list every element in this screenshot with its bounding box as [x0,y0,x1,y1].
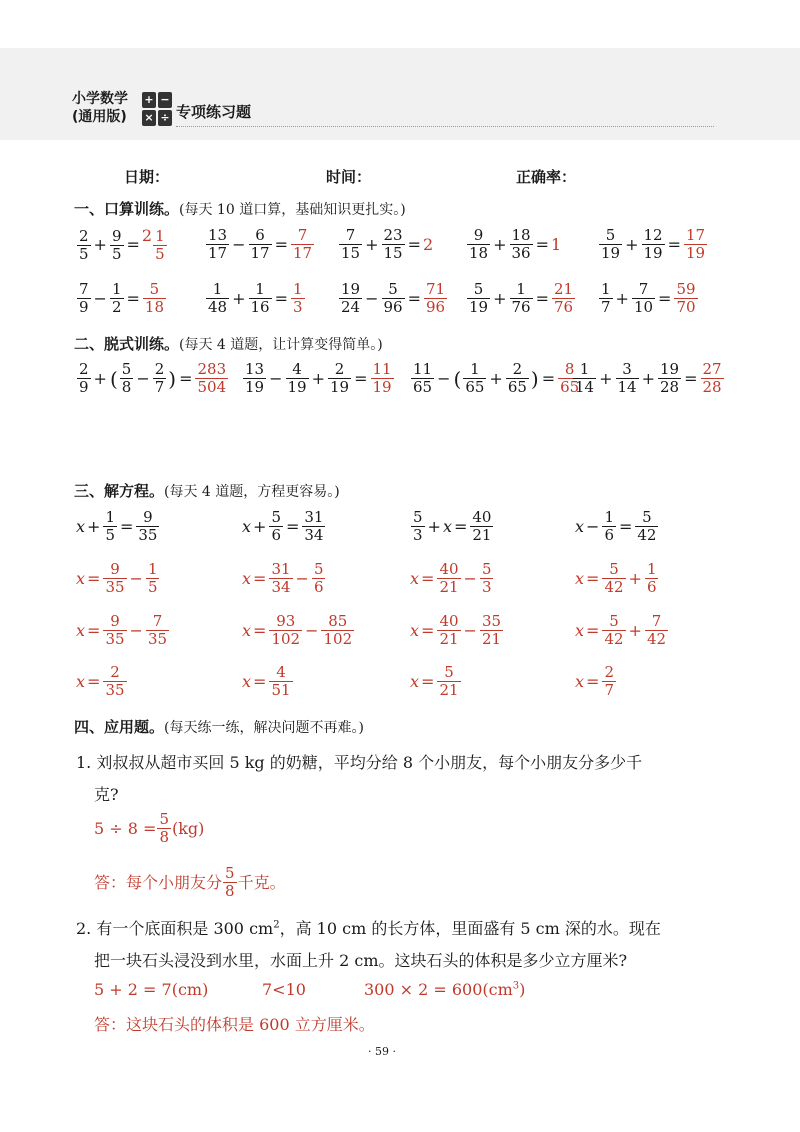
equation-q4-step1: x = $\frac{5}{42}$ + $\frac{1}{6}$ [575,560,657,596]
oral-q8-answer: $\frac{71}{96}$ [426,280,446,316]
section-title-text: 四、应用题。 [74,718,165,736]
section-oral-title [74,198,406,219]
oral-q6: 7 9 − $\frac{1}{2}$ = $\frac{5}{18}$ [79,280,164,316]
equation-q3: 5 3 + x = $\frac{40}{21}$ [413,508,492,544]
oral-q10: 1 7 + $\frac{7}{10}$ = $\frac{59}{70}$ [601,280,696,316]
equation-q1-step1: x = $\frac{9}{35}$ − $\frac{1}{5}$ [76,560,158,596]
equation-q3-step2: x = $\frac{40}{21}$ − $\frac{35}{21}$ [410,612,502,648]
equation-q3-result: x = $\frac{5}{21}$ [410,663,459,699]
brand-line1: 小学数学 [72,91,128,107]
equation-q2: x + $\frac{5}{6}$ = $\frac{31}{34}$ [242,508,324,544]
oral-q1-answer: 2 $\frac{1}{5}$ [141,226,165,263]
oral-q2-answer: $\frac{7}{17}$ [293,226,313,262]
oral-q3-answer: 2 [423,234,434,254]
problem2-answer: 答：这块石头的体积是 600 立方厘米。 [94,1015,375,1034]
problem1-text-line1: 1. 刘叔叔从超市买回 5 kg 的奶糖，平均分给 8 个小朋友，每个小朋友分多少千 [76,753,643,772]
section-stepwise-title [74,333,383,354]
accuracy-label: 正确率： [516,168,577,186]
problem2-calc1: 5 + 2 = 7(cm) [94,980,209,999]
equation-q1: x + $\frac{1}{5}$ = $\frac{9}{35}$ [76,508,158,544]
brand-line2: (通用版) [72,109,127,125]
times-icon: × [142,110,156,126]
plus-icon: + [142,92,156,108]
equation-q4: x − $\frac{1}{6}$ = $\frac{5}{42}$ [575,508,657,544]
stepwise-q3: 11 65 − ( 1 65 + $\frac{2}{65}$ ) = $\frac{8}{65}$ [413,360,580,396]
oral-q2: 13 17 − $\frac{6}{17}$ = $\frac{7}{17}$ [208,226,313,262]
oral-q10-answer: $\frac{59}{70}$ [676,280,696,316]
section-word-problems-title [74,716,364,737]
operators-logo [142,92,172,126]
problem1-text-line2: 克? [94,785,119,804]
section-title-text: 三、解方程。 [74,482,165,500]
oral-q5-answer: $\frac{17}{19}$ [686,226,706,262]
section-note: (每天练一练，解决问题不再难。) [164,720,364,736]
equation-q2-result: x = $\frac{4}{51}$ [242,663,291,699]
stepwise-q2: 13 19 − $\frac{4}{19}$ + $\frac{2}{19}$ = $\frac{11}{19}$ [245,360,392,396]
oral-q9-answer: $\frac{21}{76}$ [554,280,574,316]
oral-q4: 9 18 + $\frac{18}{36}$ = 1 [469,226,562,262]
oral-q8: 19 24 − $\frac{5}{96}$ = $\frac{71}{96}$ [341,280,446,316]
oral-q6-answer: $\frac{5}{18}$ [144,280,164,316]
divide-icon: ÷ [158,110,172,126]
equation-q4-result: x = $\frac{2}{7}$ [575,663,614,699]
oral-q4-answer: 1 [551,234,562,254]
stepwise-q1: 2 9 + ( 5 8 − $\frac{2}{7}$ ) = $\frac{283}{504}$ [79,360,227,396]
section-title-text: 一、口算训练。 [74,200,180,218]
oral-q7-answer: $\frac{1}{3}$ [293,280,303,316]
stepwise-q4: 1 14 + $\frac{3}{14}$ + $\frac{19}{28}$ = $\frac{27}{28}$ [575,360,722,396]
section-note: (每天 10 道口算，基础知识更扎实。) [179,202,406,218]
equation-q2-step2: x = $\frac{93}{102}$ − $\frac{85}{102}$ [242,612,353,648]
oral-q9: 5 19 + $\frac{1}{76}$ = $\frac{21}{76}$ [469,280,574,316]
problem2-text-line2: 把一块石头浸没到水里，水面上升 2 cm。这块石头的体积是多少立方厘米? [94,951,628,970]
equation-q3-step1: x = $\frac{40}{21}$ − $\frac{5}{3}$ [410,560,492,596]
problem1-calculation: 5 ÷ 8 = $\frac{5}{8}$ (kg) [94,810,205,846]
problem1-answer: 答：每个小朋友分 5 8 千克。 [94,864,286,900]
section-equation-title [74,480,340,501]
page-number: · 59 · [368,1045,396,1058]
oral-q1: 2 5 + $\frac{9}{5}$ = 2 $\frac{1}{5}$ [76,228,168,262]
section-note: (每天 4 道题，方程更容易。) [164,484,340,500]
date-label: 日期： [124,168,170,186]
minus-icon: − [158,92,172,108]
series-title: 专项练习题 [176,103,252,121]
equation-q4-step2: x = $\frac{5}{42}$ + $\frac{7}{42}$ [575,612,667,648]
equation-q1-result: x = $\frac{2}{35}$ [76,663,125,699]
oral-q5: 5 19 + $\frac{12}{19}$ = $\frac{17}{19}$ [601,226,706,262]
equation-q2-step1: x = $\frac{31}{34}$ − $\frac{5}{6}$ [242,560,324,596]
stepwise-q3-answer: $\frac{8}{65}$ [560,360,580,396]
time-label: 时间： [326,168,372,186]
section-note: (每天 4 道题，让计算变得简单。) [179,337,383,353]
problem2-text-line1: 2. 有一个底面积是 300 $cm^2$，高 10 cm 的长方体，里面盛有 5 cm 深的水。现在 [76,919,661,938]
oral-q3: 7 15 + $\frac{23}{15}$ = 2 [341,226,434,262]
equation-q1-step2: x = $\frac{9}{35}$ − $\frac{7}{35}$ [76,612,168,648]
section-title-text: 二、脱式训练。 [74,335,180,353]
problem2-calc3: $300 \times 2 = 600(cm^3)$ [364,980,526,999]
oral-q7: 1 48 + $\frac{1}{16}$ = $\frac{1}{3}$ [208,280,303,316]
brand-label [72,90,128,126]
stepwise-q1-answer: $\frac{283}{504}$ [197,360,227,396]
header-divider [176,126,714,127]
stepwise-q2-answer: $\frac{11}{19}$ [372,360,392,396]
stepwise-q4-answer: $\frac{27}{28}$ [702,360,722,396]
problem2-calc2: 7<10 [262,980,306,999]
